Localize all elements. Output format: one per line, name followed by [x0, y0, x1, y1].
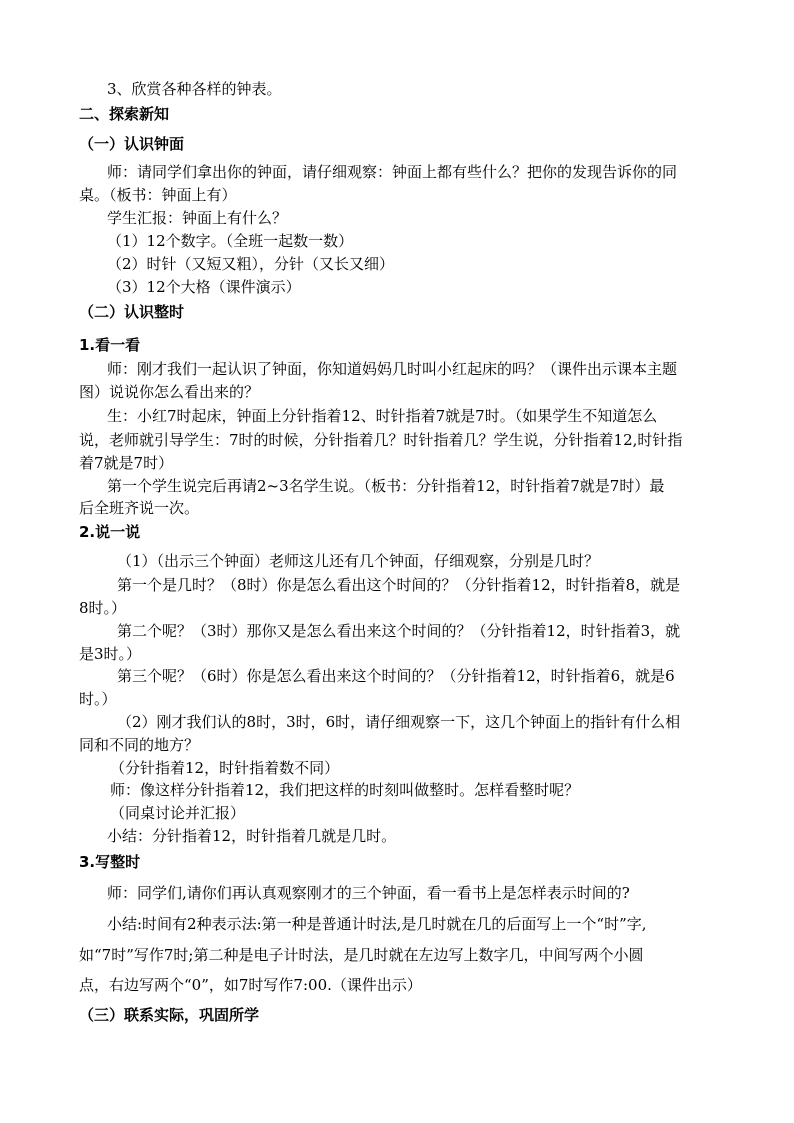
text-line: （2）刚才我们认的8时，3时，6时，请仔细观察一下，这几个钟面上的指针有什么相 — [117, 713, 681, 731]
text-line: 8时。） — [79, 599, 127, 617]
text-line: 师：刚才我们一起认识了钟面，你知道妈妈几时叫小红起床的吗？（课件出示课本主题 — [107, 360, 678, 378]
text-line: 第一个学生说完后再请2~3名学生说。（板书：分针指着12，时针指着7就是7时）最 — [107, 477, 665, 495]
subsection-heading: （二）认识整时 — [79, 303, 185, 321]
text-line: 师：同学们,请你们再认真观察刚才的三个钟面，看一看书上是怎样表示时间的? — [107, 884, 630, 902]
section-heading: 二、探索新知 — [79, 105, 170, 123]
text-line: （同桌讨论并汇报） — [110, 804, 246, 822]
text-line: （1）（出示三个钟面）老师这儿还有几个钟面，仔细观察，分别是几时？ — [117, 552, 600, 570]
text-line: 3、欣赏各种各样的钟表。 — [107, 80, 282, 98]
text-line: 师：像这样分针指着12，我们把这样的时刻叫做整时。怎样看整时呢？ — [110, 781, 580, 799]
text-line: 时。） — [79, 690, 117, 708]
text-line: 师：请同学们拿出你的钟面，请仔细观察：钟面上都有些什么？把你的发现告诉你的同 — [107, 163, 678, 181]
text-line: （3）12个大格（课件演示） — [107, 278, 301, 296]
text-line: 生：小红7时起床，钟面上分针指着12、时针指着7就是7时。（如果学生不知道怎么 — [107, 407, 658, 425]
text-line: 第二个呢？（3时）那你又是怎么看出来这个时间的？（分针指着12，时针指着3，就 — [117, 622, 681, 640]
subsection-heading: 3.写整时 — [79, 853, 141, 871]
text-line: 图）说说你怎么看出来的？ — [79, 383, 260, 401]
text-line: （1）12个数字。（全班一起数一数） — [107, 232, 354, 250]
text-line: 着7就是7时） — [79, 454, 174, 472]
text-line: 第一个是几时？（8时）你是怎么看出这个时间的？（分针指着12，时针指着8，就是 — [117, 576, 681, 594]
text-line: （分针指着12，时针指着数不同） — [110, 759, 340, 777]
text-line: 点，右边写两个“0”，如7时写作7:00.（课件出示） — [79, 976, 422, 994]
subsection-heading: （一）认识钟面 — [79, 135, 185, 153]
text-line: 同和不同的地方？ — [79, 736, 200, 754]
text-line: 后全班齐说一次。 — [79, 499, 200, 517]
text-line: 学生汇报：钟面上有什么？ — [107, 209, 288, 227]
text-line: 小结：分针指着12，时针指着几就是几时。 — [107, 827, 397, 845]
text-line: 小结:时间有2种表示法:第一种是普通计时法,是几时就在几的后面写上一个“时”字, — [107, 915, 647, 933]
subsection-heading: 2.说一说 — [79, 523, 141, 541]
text-line: 桌。（板书：钟面上有） — [79, 186, 237, 204]
text-line: 如“7时”写作7时;第二种是电子计时法，是几时就在左边写上数字几，中间写两个小圆 — [79, 946, 644, 964]
text-line: 说，老师就引导学生：7时的时候，分针指着几？时针指着几？学生说，分针指着12,时针指 — [79, 431, 683, 449]
subsection-heading: 1.看一看 — [79, 336, 141, 354]
text-line: 第三个呢？（6时）你是怎么看出来这个时间的？（分针指着12，时针指着6，就是6 — [117, 667, 675, 685]
text-line: 是3时。） — [79, 645, 142, 663]
text-line: （2）时针（又短又粗），分针（又长又细） — [107, 255, 395, 273]
subsection-heading: （三）联系实际，巩固所学 — [79, 1006, 260, 1024]
